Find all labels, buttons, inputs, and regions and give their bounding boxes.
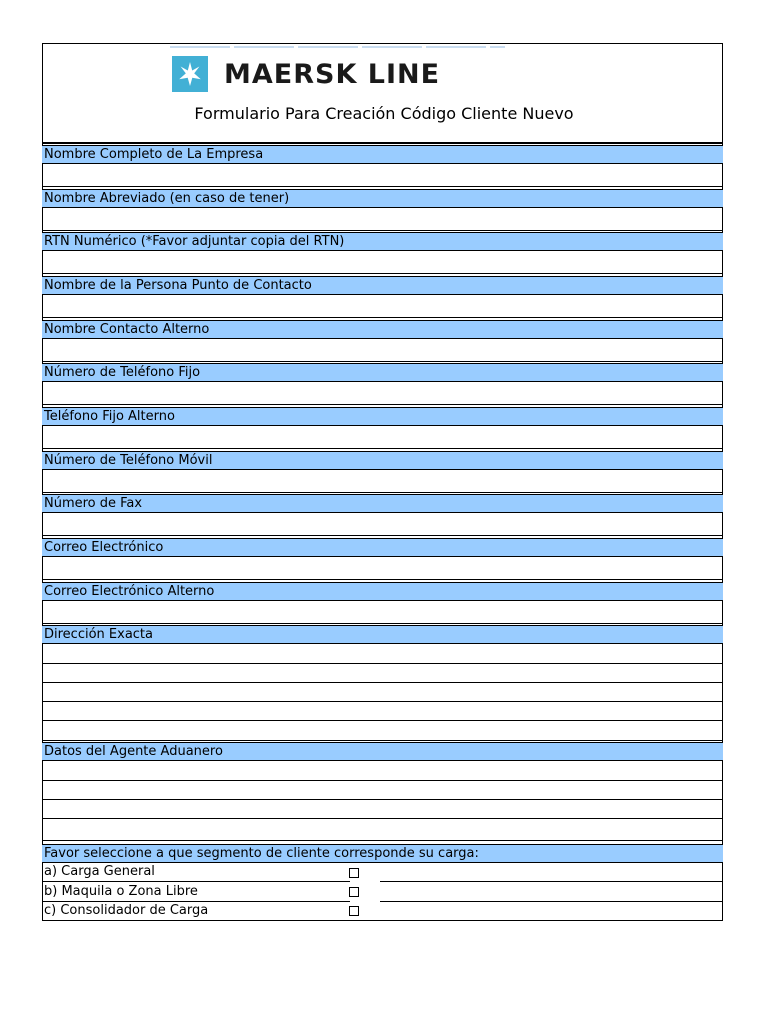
input-line-agente-2[interactable] (42, 799, 723, 800)
option-label-carga-general: a) Carga General (44, 864, 155, 879)
form-frame (42, 43, 723, 921)
input-line-nombre-abreviado[interactable] (42, 230, 723, 231)
field-label-direccion: Dirección Exacta (42, 625, 723, 644)
checkbox-consolidador[interactable] (349, 906, 359, 916)
field-label-nombre-empresa: Nombre Completo de La Empresa (42, 145, 723, 164)
field-label-telefono-movil: Número de Teléfono Móvil (42, 451, 723, 470)
header-top-stripe (170, 46, 505, 48)
field-label-correo: Correo Electrónico (42, 538, 723, 557)
field-label-telefono-alterno: Teléfono Fijo Alterno (42, 407, 723, 426)
maersk-logo (172, 56, 440, 92)
input-line-direccion-5[interactable] (42, 740, 723, 741)
input-line-telefono-alterno[interactable] (42, 448, 723, 449)
input-line-contacto-alterno[interactable] (42, 361, 723, 362)
maersk-star-icon (172, 56, 208, 92)
input-line-telefono-movil[interactable] (42, 492, 723, 493)
input-line-direccion-4[interactable] (42, 720, 723, 721)
option-divider (380, 881, 723, 882)
field-label-rtn: RTN Numérico (*Favor adjuntar copia del RTN) (42, 232, 723, 251)
input-line-direccion-2[interactable] (42, 682, 723, 683)
input-line-direccion-1[interactable] (42, 663, 723, 664)
field-label-correo-alterno: Correo Electrónico Alterno (42, 582, 723, 601)
input-line-rtn[interactable] (42, 273, 723, 274)
header-divider (42, 142, 723, 144)
input-line-correo[interactable] (42, 579, 723, 580)
field-label-nombre-abreviado: Nombre Abreviado (en caso de tener) (42, 189, 723, 208)
input-line-agente-3[interactable] (42, 818, 723, 819)
option-label-maquila: b) Maquila o Zona Libre (44, 884, 198, 899)
field-label-segmento: Favor seleccione a que segmento de cliente corresponde su carga: (42, 844, 723, 863)
field-label-agente-aduanero: Datos del Agente Aduanero (42, 742, 723, 761)
field-label-fax: Número de Fax (42, 494, 723, 513)
input-line-telefono-fijo[interactable] (42, 404, 723, 405)
input-line-direccion-3[interactable] (42, 701, 723, 702)
checkbox-maquila[interactable] (349, 887, 359, 897)
checkbox-carga-general[interactable] (349, 868, 359, 878)
field-label-contacto-alterno: Nombre Contacto Alterno (42, 320, 723, 339)
option-divider (380, 901, 723, 902)
input-line-agente-4[interactable] (42, 840, 723, 841)
input-line-correo-alterno[interactable] (42, 623, 723, 624)
input-line-persona-contacto[interactable] (42, 317, 723, 318)
option-label-consolidador: c) Consolidador de Carga (44, 903, 209, 918)
form-title: Formulario Para Creación Código Cliente Nuevo (194, 104, 574, 123)
input-line-nombre-empresa[interactable] (42, 186, 723, 187)
input-line-fax[interactable] (42, 535, 723, 536)
brand-name: MAERSK LINE (224, 58, 441, 90)
field-label-persona-contacto: Nombre de la Persona Punto de Contacto (42, 276, 723, 295)
option-divider (42, 881, 350, 882)
input-line-agente-1[interactable] (42, 780, 723, 781)
field-label-telefono-fijo: Número de Teléfono Fijo (42, 363, 723, 382)
